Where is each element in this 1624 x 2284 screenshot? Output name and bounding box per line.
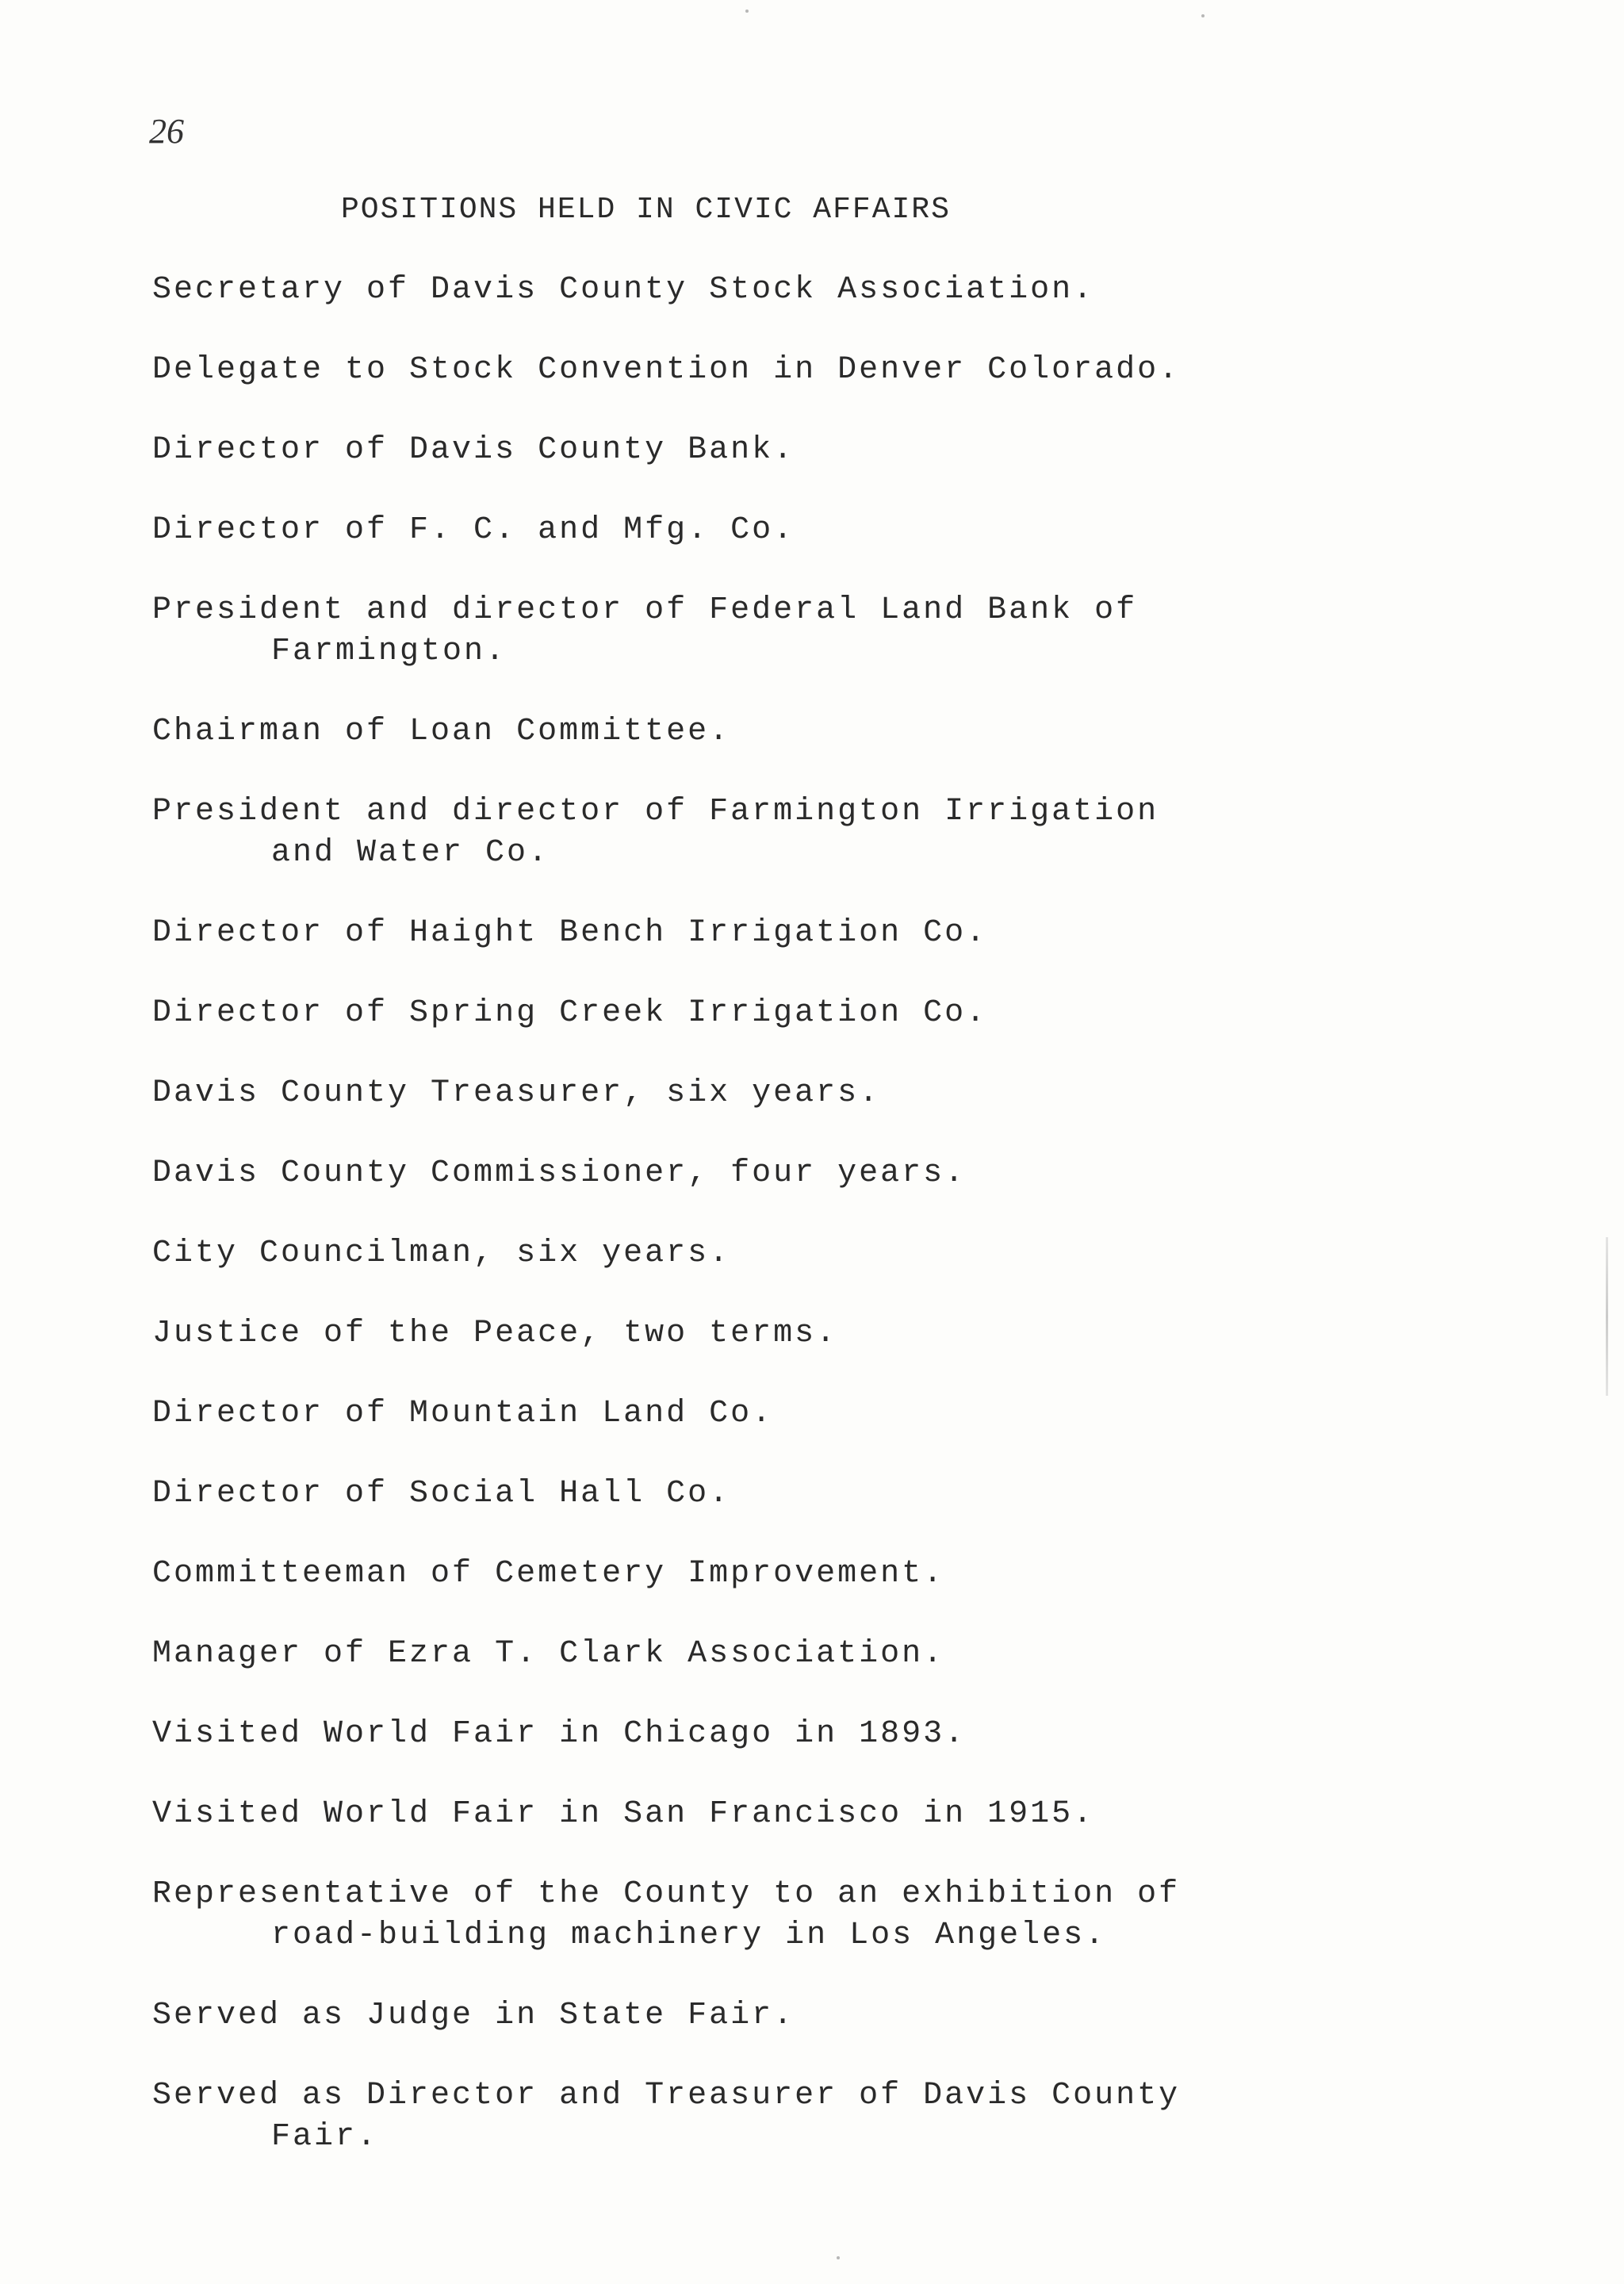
position-entry-continuation: road-building machinery in Los Angeles. bbox=[271, 1918, 1107, 1953]
position-entry bbox=[152, 1153, 1500, 1194]
entry-spacer bbox=[152, 2037, 1500, 2075]
entry-spacer bbox=[152, 391, 1500, 430]
position-entry-text: Chairman of Loan Committee. bbox=[152, 714, 731, 749]
position-entry bbox=[152, 590, 1500, 673]
position-entry bbox=[152, 1634, 1500, 1675]
position-entry-text: Davis County Treasurer, six years. bbox=[152, 1075, 881, 1111]
position-entry-text: Served as Judge in State Fair. bbox=[152, 1998, 795, 2033]
position-entry bbox=[152, 993, 1500, 1034]
position-entry bbox=[152, 510, 1500, 551]
entry-spacer bbox=[152, 1435, 1500, 1473]
entry-spacer bbox=[152, 874, 1500, 913]
entry-spacer bbox=[152, 1956, 1500, 1995]
position-entry-text: Visited World Fair in San Francisco in 1915. bbox=[152, 1796, 1095, 1832]
page-number: 26 bbox=[149, 112, 184, 151]
position-entry bbox=[152, 1714, 1500, 1755]
position-entry-continuation: Fair. bbox=[271, 2119, 379, 2155]
position-entry bbox=[152, 1073, 1500, 1114]
position-entry bbox=[152, 1313, 1500, 1355]
position-entry-continuation: and Water Co. bbox=[271, 835, 550, 871]
position-entry bbox=[152, 1995, 1500, 2037]
entry-spacer bbox=[152, 673, 1500, 711]
entry-spacer bbox=[152, 1034, 1500, 1073]
position-entry bbox=[152, 270, 1500, 311]
positions-list bbox=[152, 270, 1500, 2158]
position-entry-text: Committeeman of Cemetery Improvement. bbox=[152, 1556, 945, 1592]
entry-spacer bbox=[152, 311, 1500, 350]
scan-speck bbox=[1201, 14, 1205, 17]
position-entry bbox=[152, 1874, 1500, 1956]
position-entry-text: Secretary of Davis County Stock Association. bbox=[152, 272, 1095, 308]
scan-edge-mark bbox=[1606, 1237, 1608, 1396]
position-entry-text: Served as Director and Treasurer of Davis County bbox=[152, 2078, 1181, 2113]
position-entry bbox=[152, 430, 1500, 471]
position-entry-text: City Councilman, six years. bbox=[152, 1236, 731, 1271]
position-entry-text: Justice of the Peace, two terms. bbox=[152, 1316, 838, 1351]
position-entry bbox=[152, 711, 1500, 753]
position-entry bbox=[152, 1554, 1500, 1595]
position-entry-text: President and director of Farmington Irrigation bbox=[152, 794, 1159, 830]
position-entry bbox=[152, 1473, 1500, 1515]
entry-spacer bbox=[152, 1114, 1500, 1153]
entry-spacer bbox=[152, 1274, 1500, 1313]
scan-speck bbox=[745, 10, 749, 13]
entry-spacer bbox=[152, 753, 1500, 791]
position-entry bbox=[152, 2075, 1500, 2158]
entry-spacer bbox=[152, 1755, 1500, 1794]
position-entry bbox=[152, 1393, 1500, 1435]
position-entry-text: Director of Social Hall Co. bbox=[152, 1476, 731, 1512]
position-entry bbox=[152, 1233, 1500, 1274]
position-entry-text: Director of Haight Bench Irrigation Co. bbox=[152, 915, 988, 951]
position-entry-text: Representative of the County to an exhibition of bbox=[152, 1876, 1181, 1912]
position-entry-text: Davis County Commissioner, four years. bbox=[152, 1155, 967, 1191]
entry-spacer bbox=[152, 1675, 1500, 1714]
position-entry-text: Director of Mountain Land Co. bbox=[152, 1396, 774, 1431]
scan-speck bbox=[837, 2256, 840, 2259]
position-entry-text: President and director of Federal Land Bank of bbox=[152, 592, 1138, 628]
position-entry bbox=[152, 1794, 1500, 1835]
position-entry-text: Delegate to Stock Convention in Denver Colorado. bbox=[152, 352, 1181, 388]
entry-spacer bbox=[152, 1595, 1500, 1634]
position-entry-text: Visited World Fair in Chicago in 1893. bbox=[152, 1716, 967, 1752]
entry-spacer bbox=[152, 471, 1500, 510]
position-entry-text: Director of Spring Creek Irrigation Co. bbox=[152, 995, 988, 1031]
entry-spacer bbox=[152, 1355, 1500, 1393]
position-entry-continuation: Farmington. bbox=[271, 634, 508, 669]
entry-spacer bbox=[152, 1515, 1500, 1554]
position-entry-text: Manager of Ezra T. Clark Association. bbox=[152, 1636, 945, 1672]
position-entry-text: Director of Davis County Bank. bbox=[152, 432, 795, 468]
position-entry bbox=[152, 350, 1500, 391]
entry-spacer bbox=[152, 551, 1500, 590]
position-entry bbox=[152, 913, 1500, 954]
entry-spacer bbox=[152, 1835, 1500, 1874]
entry-spacer bbox=[152, 954, 1500, 993]
entry-spacer bbox=[152, 1194, 1500, 1233]
page-title: POSITIONS HELD IN CIVIC AFFAIRS bbox=[341, 193, 951, 227]
position-entry bbox=[152, 791, 1500, 874]
position-entry-text: Director of F. C. and Mfg. Co. bbox=[152, 512, 795, 548]
